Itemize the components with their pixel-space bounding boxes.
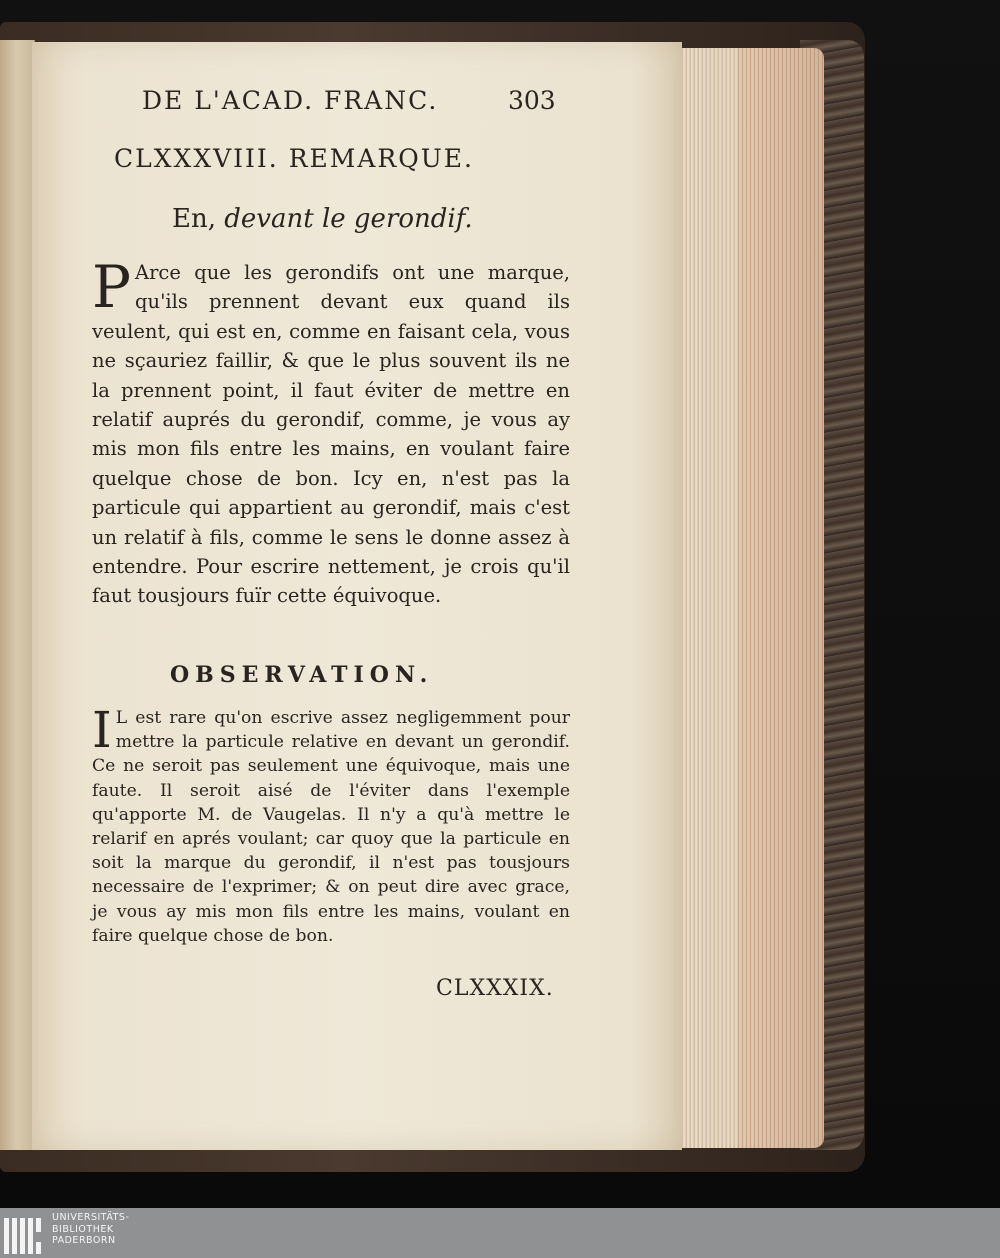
- observation-heading: OBSERVATION.: [170, 662, 434, 688]
- facing-page-edge: [0, 40, 35, 1150]
- remark-heading: CLXXXVIII. REMARQUE.: [114, 144, 475, 173]
- observation-paragraph: [92, 701, 570, 948]
- running-head: DE L'ACAD. FRANC.: [142, 86, 439, 115]
- drop-cap: I: [92, 701, 112, 759]
- observation-paragraph-text: L est rare qu'on escrive assez negligemment pour mettre la particule relative en devant un gerondif. Ce ne seroit pas seulement une équivoque, mais une faute. Il seroit aisé de l'éviter dans l'exemple qu'apporte M. de Vaugelas. Il n'y a qu'à mettre le relarif en aprés voulant; car quoy que la particule en soit la marque du gerondif, il n'est pas tousjours necessaire de l'exprimer; & on peut dire avec grace, je vous ay mis mon fils entre les mains, voulant en faire quelque chose de bon.: [92, 708, 570, 946]
- page-fore-edge: [682, 48, 824, 1148]
- remark-subheading: [172, 204, 473, 234]
- subheading-italic: devant le gerondif.: [224, 204, 473, 234]
- logo-line-1: UNIVERSITÄTS-: [52, 1212, 130, 1223]
- library-footer-bar: [0, 1208, 1000, 1258]
- library-logo-icon: [4, 1214, 46, 1254]
- page-number: 303: [508, 86, 556, 115]
- remark-paragraph-text: Arce que les gerondifs ont une marque, qu'ils prennent devant eux quand ils veulent, qui est en, comme en faisant cela, vous ne sçauriez faillir, & que le plus souvent ils ne la prennent point, il faut éviter de mettre en relatif auprés du gerondif, comme, je vous ay mis mon fils entre les mains, en voulant faire quelque chose de bon. Icy en, n'est pas la particule qui appartient au gerondif, mais c'est un relatif à fils, comme le sens le donne assez à entendre. Pour escrire nettement, je crois qu'il faut tousjours fuïr cette équivoque.: [92, 261, 570, 608]
- remark-paragraph: [92, 253, 570, 611]
- logo-line-3: PADERBORN: [52, 1235, 116, 1246]
- subheading-roman: En,: [172, 204, 216, 234]
- logo-line-2: BIBLIOTHEK: [52, 1223, 114, 1235]
- drop-cap: P: [92, 253, 132, 321]
- library-logo-text: [52, 1212, 129, 1247]
- catchword: CLXXXIX.: [436, 976, 554, 1001]
